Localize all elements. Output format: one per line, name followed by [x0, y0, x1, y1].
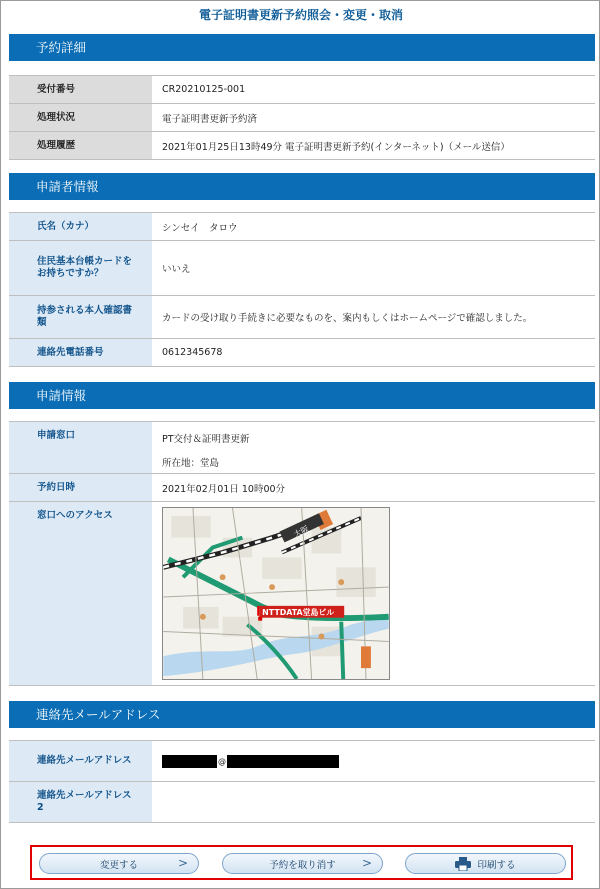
- applicant-heading: 申請者情報: [9, 173, 595, 200]
- name-kana-label: 氏名（カナ）: [9, 213, 152, 240]
- application-table: [9, 421, 595, 686]
- change-button[interactable]: [39, 853, 199, 874]
- cancel-button-label: 予約を取り消す: [269, 859, 336, 871]
- map-area-tag: 大阪: [292, 524, 311, 540]
- email-section: [9, 701, 595, 813]
- table-row: [9, 474, 595, 502]
- applicant-section: [9, 173, 595, 358]
- name-kana-value: シンセイ タロウ: [162, 222, 238, 234]
- window-value: [152, 422, 595, 473]
- table-row: [9, 502, 595, 686]
- chevron-right-icon: >: [177, 856, 188, 870]
- map-banner: NTTDATA堂島ビル: [262, 608, 335, 618]
- reservation-table: [9, 75, 595, 160]
- window-label: 申請窓口: [9, 422, 152, 473]
- access-value: [152, 502, 595, 685]
- reservation-heading: 予約詳細: [9, 34, 595, 61]
- print-button-label: 印刷する: [477, 859, 516, 871]
- action-buttons-highlight: [30, 845, 573, 880]
- status-label: 処理状況: [9, 104, 152, 131]
- date-label: 予約日時: [9, 474, 152, 501]
- date-value: 2021年02月01日 10時00分: [162, 483, 286, 495]
- email1-domain-redacted: [227, 755, 339, 768]
- window-name: PT交付＆証明書更新: [162, 434, 250, 445]
- email-heading: 連絡先メールアドレス: [9, 701, 595, 728]
- change-button-label: 変更する: [99, 859, 138, 871]
- email1-value: [152, 741, 595, 781]
- reception-number-value: CR20210125-001: [162, 84, 246, 95]
- status-value: 電子証明書更新予約済: [162, 113, 258, 125]
- application-heading: 申請情報: [9, 382, 595, 409]
- history-label: 処理履歴: [9, 132, 152, 159]
- email1-label: 連絡先メールアドレス: [9, 741, 152, 781]
- applicant-table: [9, 212, 595, 367]
- table-row: [9, 76, 595, 104]
- email1-at: @: [218, 756, 226, 766]
- table-row: [9, 782, 595, 823]
- application-section: [9, 382, 595, 618]
- id-documents-value: カードの受け取り手続きに必要なものを、案内もしくはホームページで確認しました。: [162, 313, 533, 324]
- table-row: [9, 132, 595, 160]
- email2-value: [152, 782, 595, 822]
- access-label: 窓口へのアクセス: [9, 502, 152, 685]
- email1-local-redacted: [162, 755, 217, 768]
- email-table: [9, 740, 595, 823]
- printer-icon: [455, 857, 471, 871]
- history-value: 2021年01月25日13時49分 電子証明書更新予約(インターネット)（メール送信）: [162, 141, 510, 153]
- window-location: 所在地：堂島: [162, 458, 220, 469]
- reservation-section: [9, 34, 595, 153]
- chevron-right-icon: >: [361, 856, 372, 870]
- phone-value: 0612345678: [162, 347, 223, 358]
- table-row: [9, 213, 595, 241]
- cancel-reservation-button[interactable]: [222, 853, 383, 874]
- table-row: [9, 241, 595, 296]
- access-map: [162, 507, 390, 680]
- phone-label: 連絡先電話番号: [9, 339, 152, 366]
- table-row: [9, 339, 595, 367]
- table-row: [9, 741, 595, 782]
- id-documents-label: 持参される本人確認書類: [9, 296, 152, 338]
- print-button[interactable]: [405, 853, 566, 874]
- table-row: [9, 296, 595, 339]
- resident-card-label: 住民基本台帳カードをお持ちですか？: [9, 241, 152, 295]
- table-row: [9, 422, 595, 474]
- reception-number-label: 受付番号: [9, 76, 152, 103]
- email2-label: 連絡先メールアドレス2: [9, 782, 152, 822]
- table-row: [9, 104, 595, 132]
- resident-card-value: いいえ: [162, 264, 191, 275]
- page-title: 電子証明書更新予約照会・変更・取消: [198, 8, 403, 22]
